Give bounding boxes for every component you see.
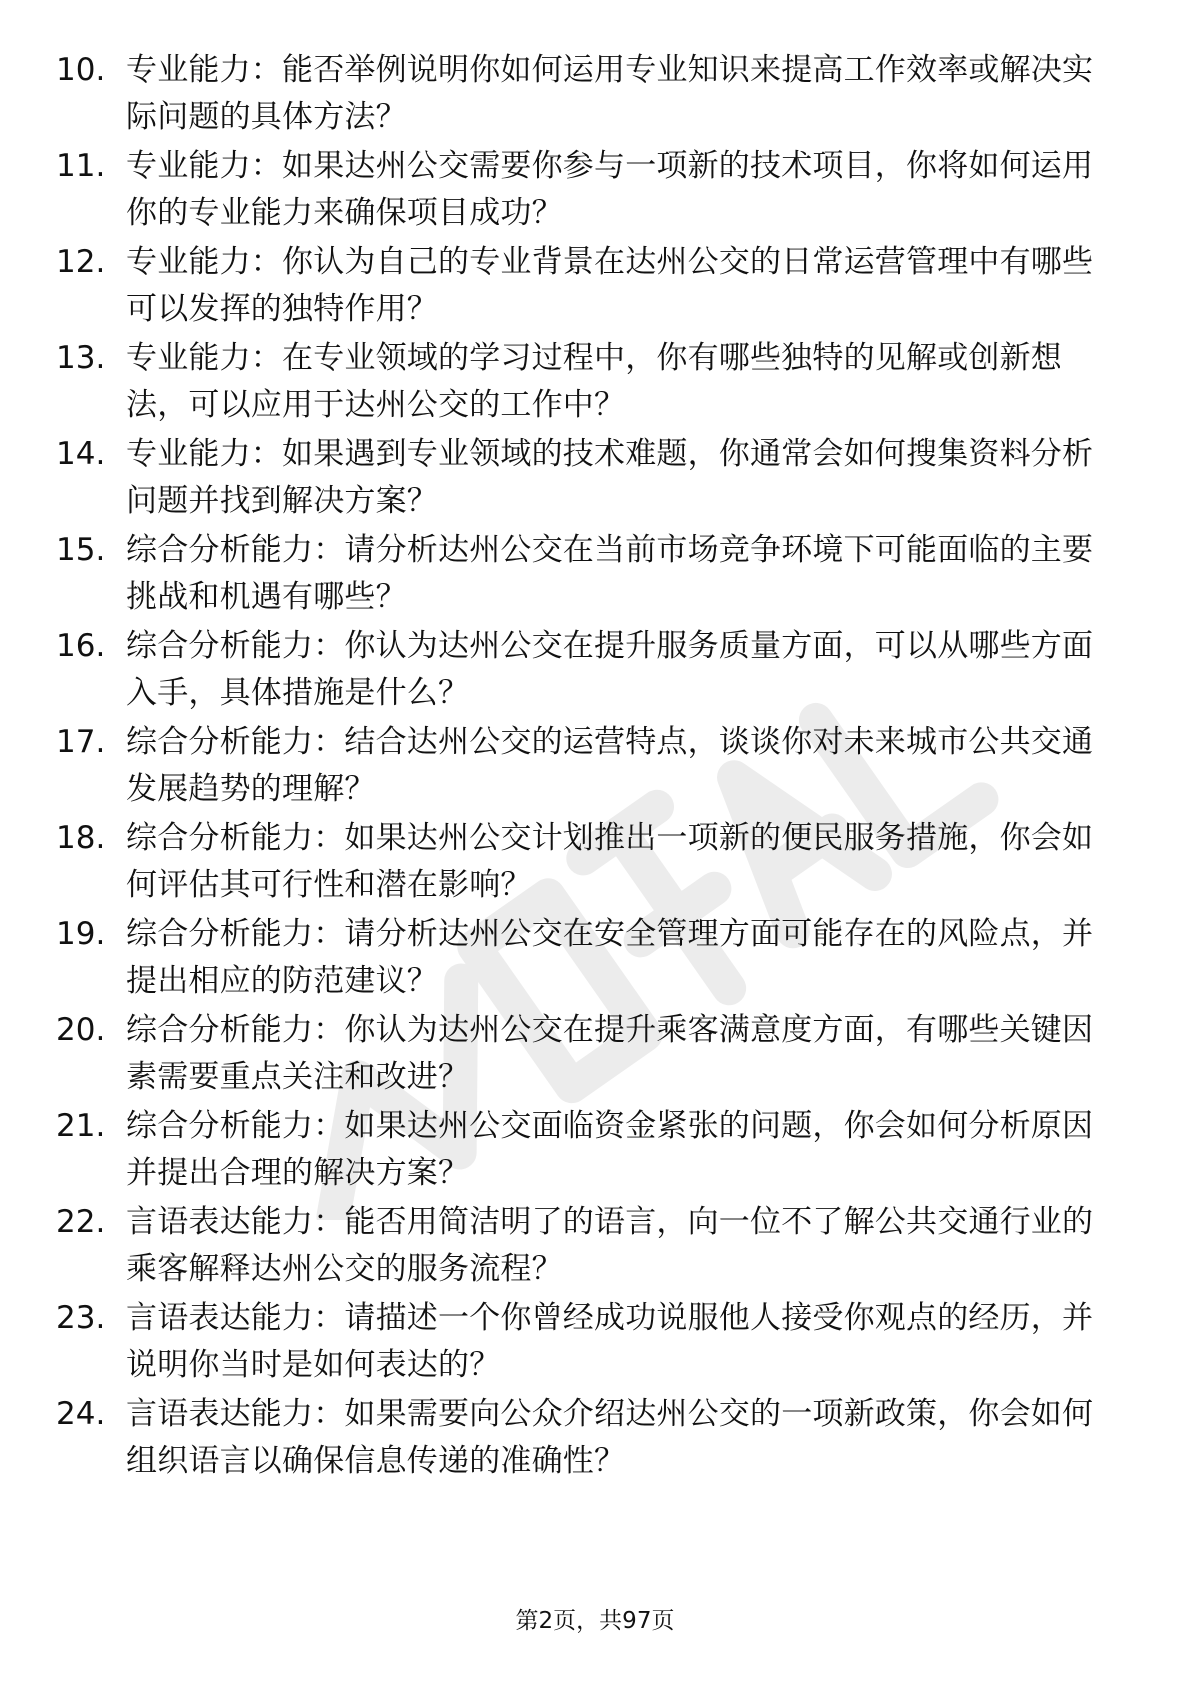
question-item bbox=[0, 1199, 1190, 1295]
question-item bbox=[0, 815, 1190, 911]
question-text: 言语表达能力：请描述一个你曾经成功说服他人接受你观点的经历，并说明你当时是如何表达的？ bbox=[126, 1300, 1094, 1383]
page-footer: 第2页，共97页 bbox=[515, 1608, 675, 1634]
question-number: 15. bbox=[56, 532, 106, 568]
question-text: 专业能力：在专业领域的学习过程中，你有哪些独特的见解或创新想法，可以应用于达州公交的工作中？ bbox=[126, 340, 1062, 423]
question-text: 综合分析能力：你认为达州公交在提升乘客满意度方面，有哪些关键因素需要重点关注和改进？ bbox=[126, 1012, 1094, 1095]
question-item bbox=[0, 911, 1190, 1007]
question-number: 17. bbox=[56, 724, 106, 760]
question-item bbox=[0, 1007, 1190, 1103]
question-number: 22. bbox=[56, 1204, 106, 1240]
question-text: 综合分析能力：如果达州公交面临资金紧张的问题，你会如何分析原因并提出合理的解决方案？ bbox=[126, 1108, 1094, 1191]
question-item bbox=[0, 719, 1190, 815]
question-number: 18. bbox=[56, 820, 106, 856]
question-item bbox=[0, 1295, 1190, 1391]
question-number: 19. bbox=[56, 916, 106, 952]
question-text: 言语表达能力：能否用简洁明了的语言，向一位不了解公共交通行业的乘客解释达州公交的服务流程？ bbox=[126, 1204, 1094, 1287]
question-number: 13. bbox=[56, 340, 106, 376]
question-number: 11. bbox=[56, 148, 106, 184]
question-item bbox=[0, 1103, 1190, 1199]
question-text: 专业能力：如果达州公交需要你参与一项新的技术项目，你将如何运用你的专业能力来确保项目成功？ bbox=[126, 148, 1094, 231]
question-text: 综合分析能力：请分析达州公交在当前市场竞争环境下可能面临的主要挑战和机遇有哪些？ bbox=[126, 532, 1094, 615]
question-text: 专业能力：你认为自己的专业背景在达州公交的日常运营管理中有哪些可以发挥的独特作用？ bbox=[126, 244, 1094, 327]
question-item bbox=[0, 431, 1190, 527]
question-item bbox=[0, 239, 1190, 335]
question-text: 专业能力：能否举例说明你如何运用专业知识来提高工作效率或解决实际问题的具体方法？ bbox=[126, 52, 1094, 135]
question-text: 综合分析能力：请分析达州公交在安全管理方面可能存在的风险点，并提出相应的防范建议？ bbox=[126, 916, 1094, 999]
question-text: 综合分析能力：结合达州公交的运营特点，谈谈你对未来城市公共交通发展趋势的理解？ bbox=[126, 724, 1094, 807]
question-item bbox=[0, 623, 1190, 719]
question-item bbox=[0, 143, 1190, 239]
question-number: 20. bbox=[56, 1012, 106, 1048]
question-number: 24. bbox=[56, 1396, 106, 1432]
question-item bbox=[0, 527, 1190, 623]
question-item bbox=[0, 1391, 1190, 1487]
question-text: 综合分析能力：你认为达州公交在提升服务质量方面，可以从哪些方面入手，具体措施是什么？ bbox=[126, 628, 1094, 711]
question-item bbox=[0, 47, 1190, 143]
question-number: 23. bbox=[56, 1300, 106, 1336]
question-number: 21. bbox=[56, 1108, 106, 1144]
question-number: 14. bbox=[56, 436, 106, 472]
question-number: 10. bbox=[56, 52, 106, 88]
question-text: 言语表达能力：如果需要向公众介绍达州公交的一项新政策，你会如何组织语言以确保信息传递的准确性？ bbox=[126, 1396, 1094, 1479]
question-number: 12. bbox=[56, 244, 106, 280]
question-text: 专业能力：如果遇到专业领域的技术难题，你通常会如何搜集资料分析问题并找到解决方案？ bbox=[126, 436, 1094, 519]
question-text: 综合分析能力：如果达州公交计划推出一项新的便民服务措施，你会如何评估其可行性和潜在影响？ bbox=[126, 820, 1094, 903]
question-item bbox=[0, 335, 1190, 431]
question-number: 16. bbox=[56, 628, 106, 664]
question-list bbox=[0, 47, 1190, 1487]
